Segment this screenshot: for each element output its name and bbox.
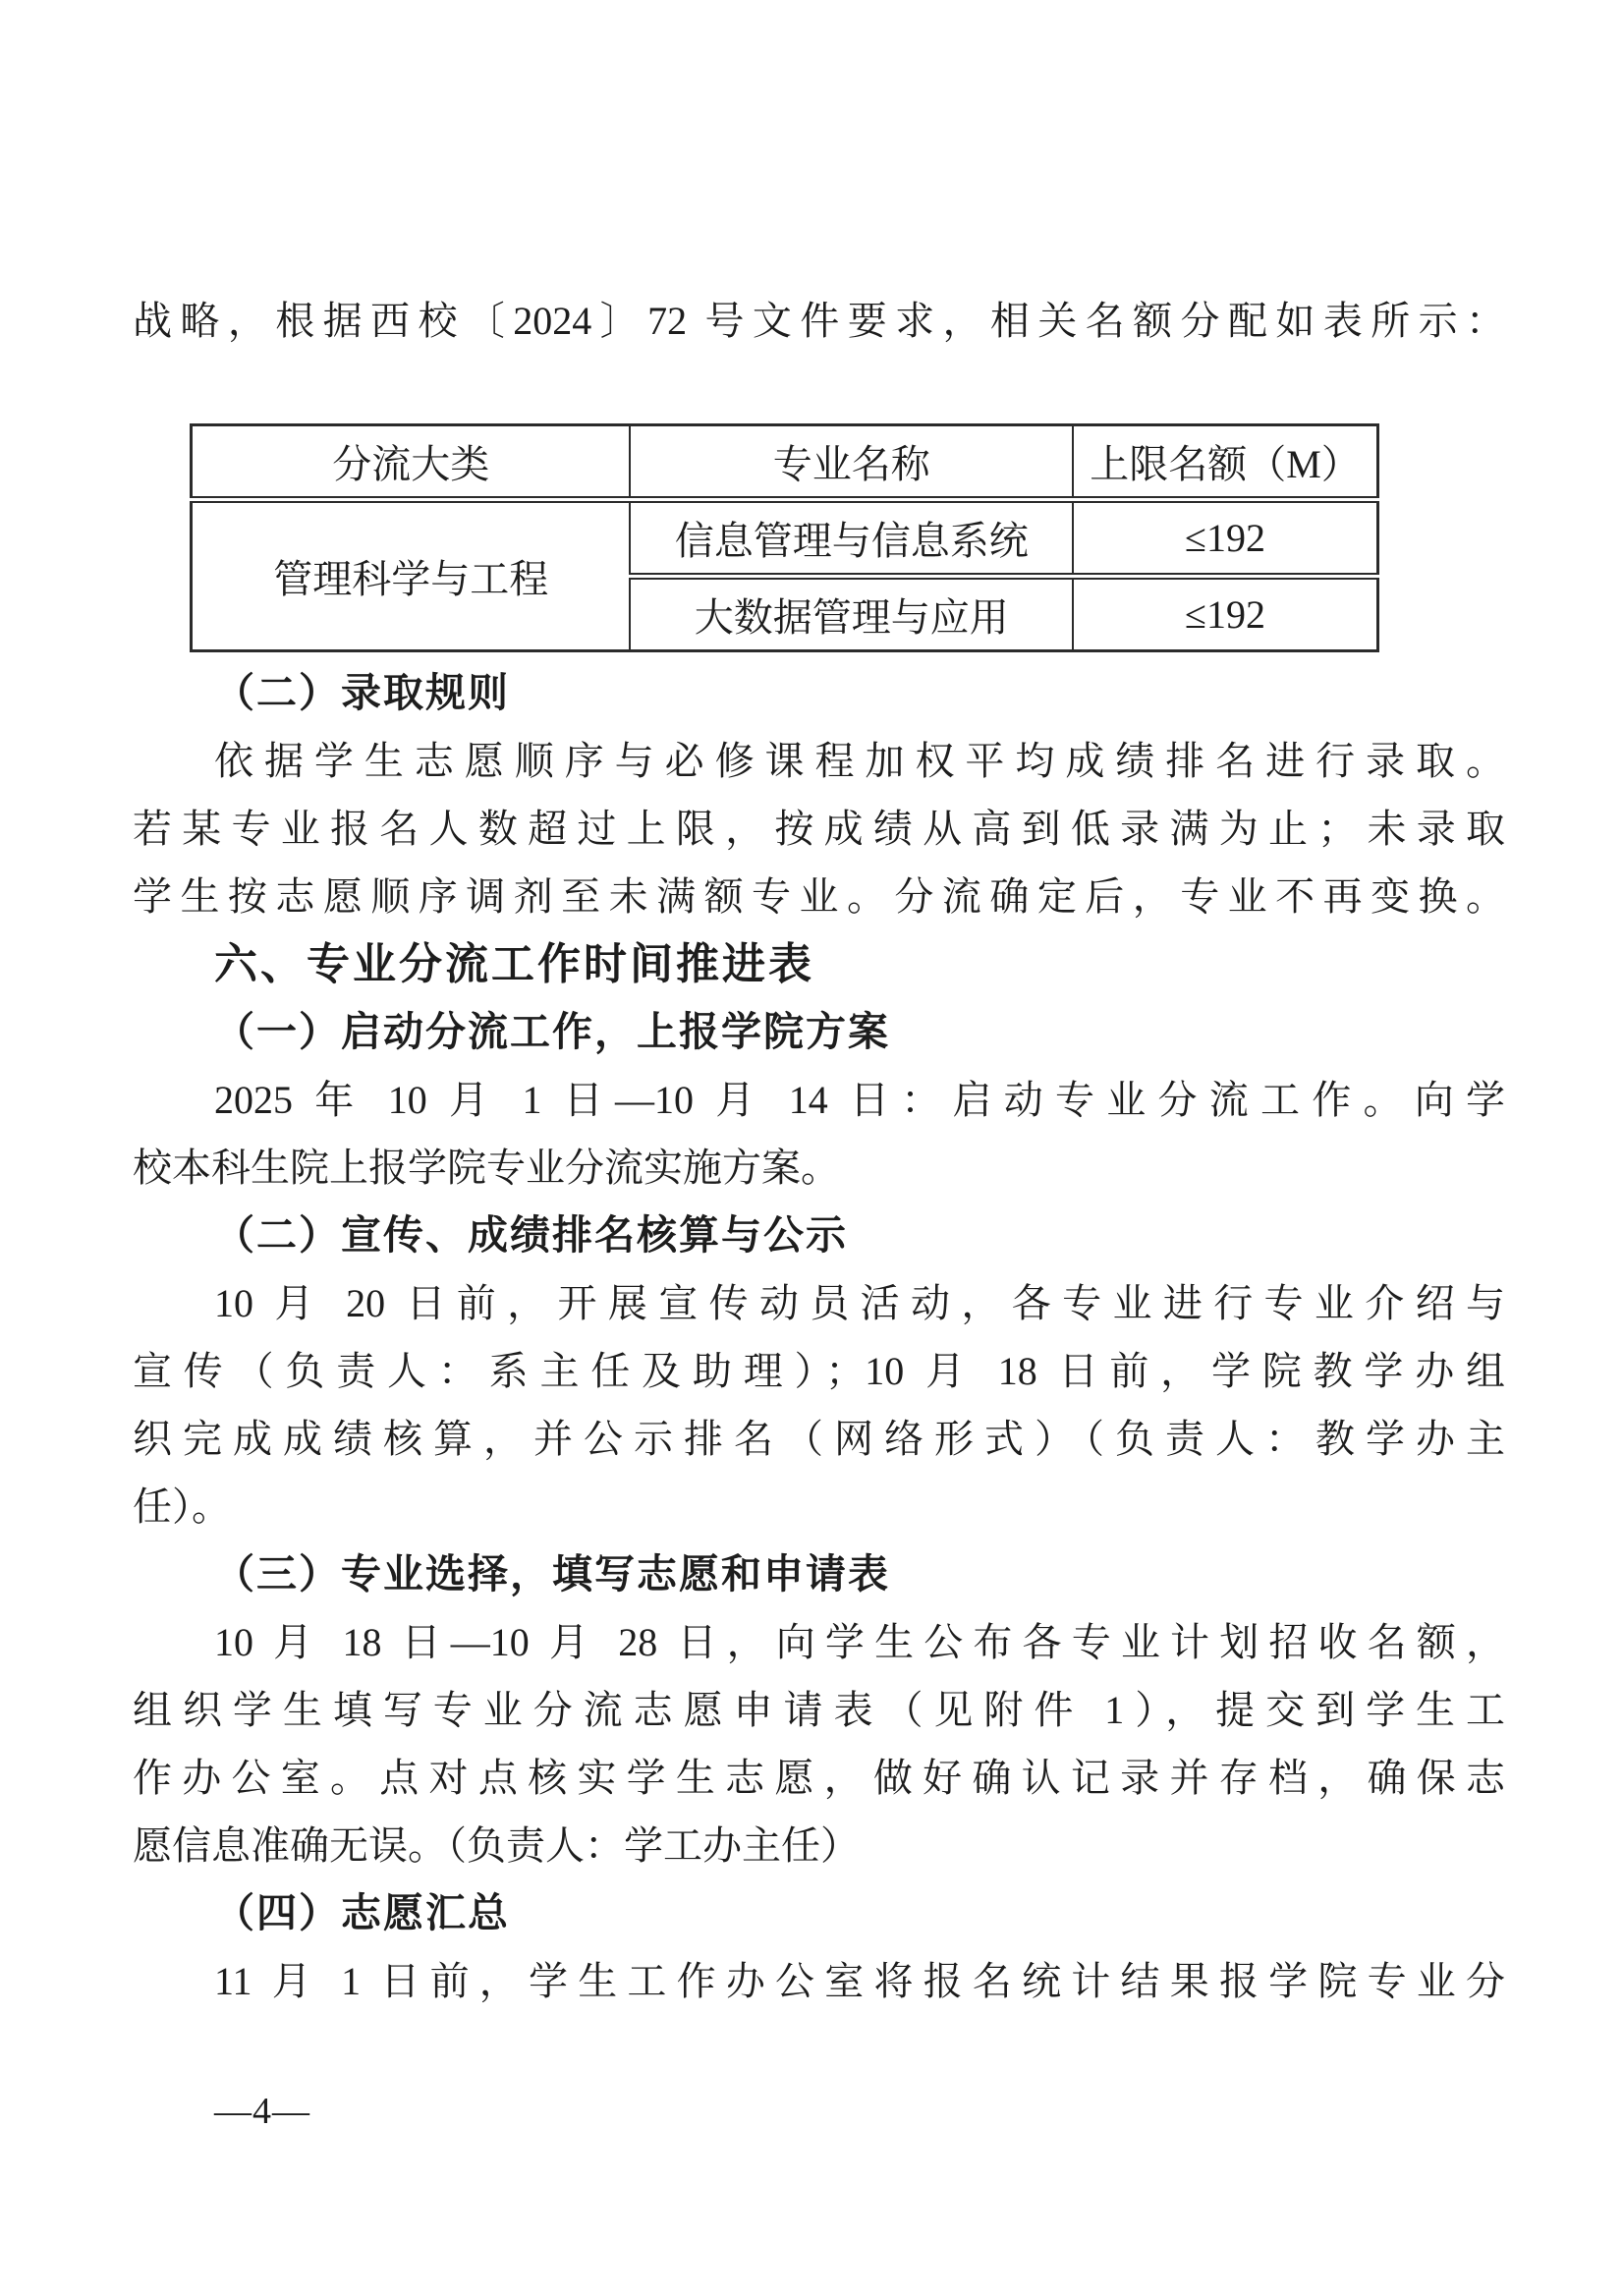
- cell-quota: ≤192: [1073, 500, 1377, 577]
- chapter-heading-timeline: 六、专业分流工作时间推进表: [214, 940, 814, 988]
- paragraph-line: 10 月 18 日—10 月 28 日，向学生公布各专业计划招收名额，: [214, 1620, 1505, 1664]
- table-header-row: [192, 425, 1378, 500]
- paragraph-line: 校本科生院上报学院专业分流实施方案。: [133, 1146, 840, 1190]
- header-cell-category: 分流大类: [192, 425, 631, 500]
- paragraph-line: 组织学生填写专业分流志愿申请表（见附件 1），提交到学生工: [133, 1688, 1505, 1732]
- quota-table-header: [192, 425, 1378, 500]
- header-cell-major: 专业名称: [630, 425, 1073, 500]
- paragraph-line: 学生按志愿顺序调剂至未满额专业。分流确定后，专业不再变换。: [133, 874, 1505, 919]
- paragraph-line: 愿信息准确无误。（负责人：学工办主任）: [133, 1823, 860, 1868]
- paragraph-line: 11 月 1 日前，学生工作办公室将报名统计结果报学院专业分: [214, 1959, 1505, 2003]
- paragraph-line: 10 月 20 日前，开展宣传动员活动，各专业进行专业介绍与: [214, 1281, 1505, 1325]
- paragraph-line: 织完成成绩核算，并公示排名（网络形式）（负责人：教学办主: [133, 1417, 1505, 1461]
- quota-allocation-table: [190, 423, 1379, 652]
- quota-table-body: [192, 500, 1378, 651]
- section-heading-step3: （三）专业选择，填写志愿和申请表: [214, 1551, 890, 1596]
- paragraph-line: 作办公室。点对点核实学生志愿，做好确认记录并存档，确保志: [133, 1756, 1505, 1800]
- paragraph-line: 若某专业报名人数超过上限，按成绩从高到低录满为止；未录取: [133, 807, 1505, 851]
- cell-major: 信息管理与信息系统: [630, 500, 1073, 577]
- cell-quota: ≤192: [1073, 577, 1377, 651]
- section-heading-admission-rules: （二）录取规则: [214, 670, 510, 715]
- paragraph-line: 任）。: [133, 1484, 231, 1529]
- paragraph-line: 2025 年 10 月 1 日—10 月 14 日：启动专业分流工作。向学: [214, 1078, 1505, 1122]
- paragraph-line: 宣传（负责人：系主任及助理）；10 月 18 日前，学院教学办组: [133, 1349, 1505, 1393]
- header-cell-quota: 上限名额（M）: [1073, 425, 1377, 500]
- section-heading-step2: （二）宣传、成绩排名核算与公示: [214, 1212, 848, 1258]
- intro-continuation-line: 战略，根据西校〔2024〕72 号文件要求，相关名额分配如表所示：: [133, 299, 1505, 343]
- cell-category: 管理科学与工程: [192, 500, 631, 651]
- section-heading-step1: （一）启动分流工作，上报学院方案: [214, 1009, 890, 1054]
- section-heading-step4: （四）志愿汇总: [214, 1890, 510, 1935]
- table-row: [192, 500, 1378, 577]
- cell-major: 大数据管理与应用: [630, 577, 1073, 651]
- page-number: —4—: [214, 2091, 310, 2132]
- paragraph-line: 依据学生志愿顺序与必修课程加权平均成绩排名进行录取。: [214, 739, 1505, 783]
